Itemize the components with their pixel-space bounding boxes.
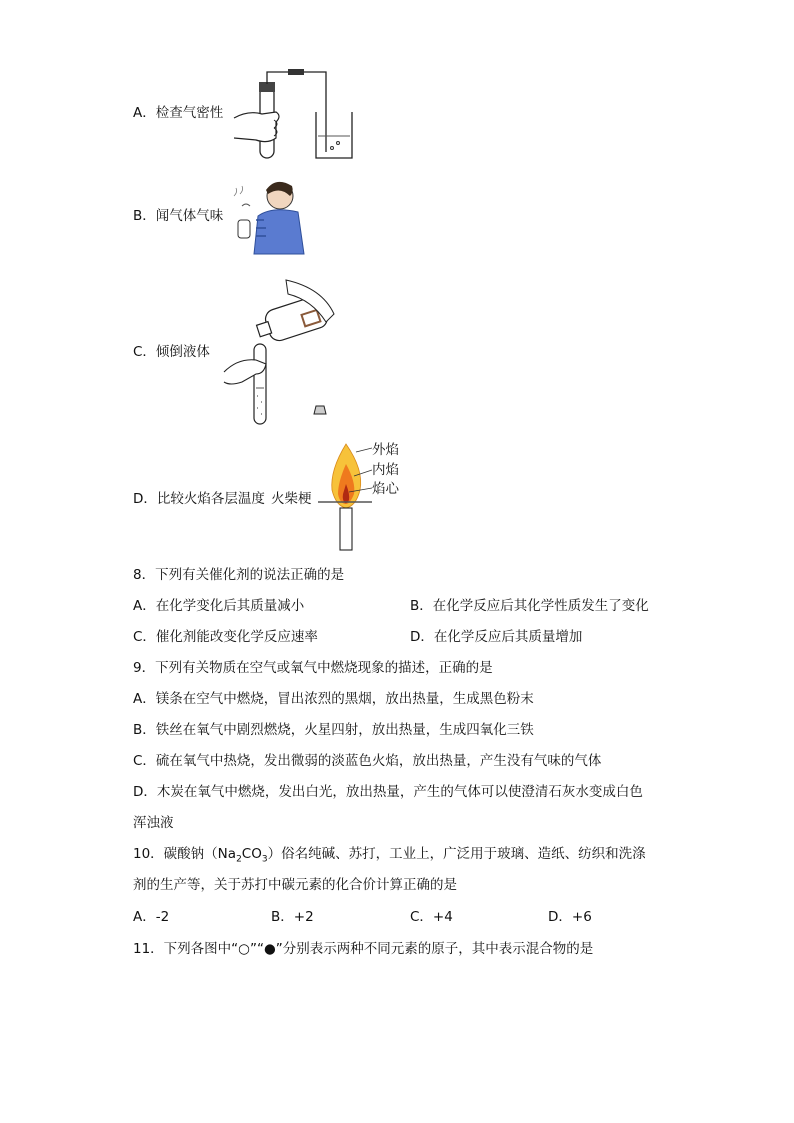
q8-option-a: A．在化学变化后其质量减小 — [133, 598, 305, 614]
q8-stem: 8．下列有关催化剂的说法正确的是 — [133, 567, 345, 583]
q10-subscript-1: 2 — [236, 854, 242, 865]
q10-stem-line2: 剂的生产等，关于苏打中碳元素的化合价计算正确的是 — [133, 877, 457, 893]
q8-option-b: B．在化学反应后其化学性质发生了变化 — [410, 598, 649, 614]
flame-label-outer: 外焰 — [372, 442, 399, 458]
pouring-liquid-figure — [222, 278, 340, 426]
q7-option-b: B．闻气体气味 — [133, 208, 224, 224]
q10-option-a: A．-2 — [133, 909, 170, 925]
hand — [234, 112, 279, 142]
q10-stem — [133, 845, 646, 869]
flame-label-core: 焰心 — [372, 481, 399, 497]
candle-flame-figure — [316, 440, 376, 552]
airtightness-apparatus-figure — [228, 66, 363, 162]
q9-option-d-line2: 浑浊液 — [133, 815, 174, 831]
flame-label-match: 火柴梗 — [271, 491, 312, 507]
q10-option-b: B．+2 — [271, 909, 314, 925]
gas-bottle — [238, 220, 250, 238]
waft-hand — [242, 204, 250, 206]
receiving-test-tube — [254, 344, 266, 424]
q9-option-c: C．硫在氧气中热烧，发出微弱的淡蓝色火焰，放出热量，产生没有气味的气体 — [133, 753, 602, 769]
q7-option-a: A．检查气密性 — [133, 105, 224, 121]
q9-option-b: B．铁丝在氧气中剧烈燃烧，火星四射，放出热量，生成四氧化三铁 — [133, 722, 534, 738]
q10-stem-pre: 10．碳酸钠（Na — [133, 846, 237, 862]
q11-stem: 11．下列各图中“○”“●”分别表示两种不同元素的原子，其中表示混合物的是 — [133, 941, 594, 957]
q7-option-c: C．倾倒液体 — [133, 344, 210, 360]
q10-stem-mid: CO — [241, 846, 262, 862]
gas-waves — [234, 186, 243, 196]
q10-stem-post: ）俗名纯碱、苏打，工业上，广泛用于玻璃、造纸、纺织和洗涤 — [267, 846, 646, 862]
q7-option-d: D．比较火焰各层温度 — [133, 491, 265, 507]
q10-option-d: D．+6 — [548, 909, 592, 925]
candle — [340, 508, 352, 550]
smelling-gas-figure — [232, 176, 310, 256]
flame-label-inner: 内焰 — [372, 462, 399, 478]
q9-option-a: A．镁条在空气中燃烧，冒出浓烈的黑烟，放出热量，生成黑色粉末 — [133, 691, 534, 707]
beaker — [316, 112, 352, 158]
q8-option-c: C．催化剂能改变化学反应速率 — [133, 629, 318, 645]
bubble — [337, 142, 340, 145]
rubber-tube — [288, 69, 304, 75]
q9-option-d-line1: D．木炭在氧气中燃烧，发出白光，放出热量，产生的气体可以使澄清石灰水变成白色 — [133, 784, 643, 800]
bubble — [331, 147, 334, 150]
shirt — [254, 210, 304, 254]
leader-outer — [356, 448, 372, 452]
q8-option-d: D．在化学反应后其质量增加 — [410, 629, 583, 645]
q10-subscript-2: 3 — [261, 854, 268, 865]
bottle-stopper — [314, 406, 326, 414]
q10-option-c: C．+4 — [410, 909, 453, 925]
q9-stem: 9．下列有关物质在空气或氧气中燃烧现象的描述，正确的是 — [133, 660, 493, 676]
